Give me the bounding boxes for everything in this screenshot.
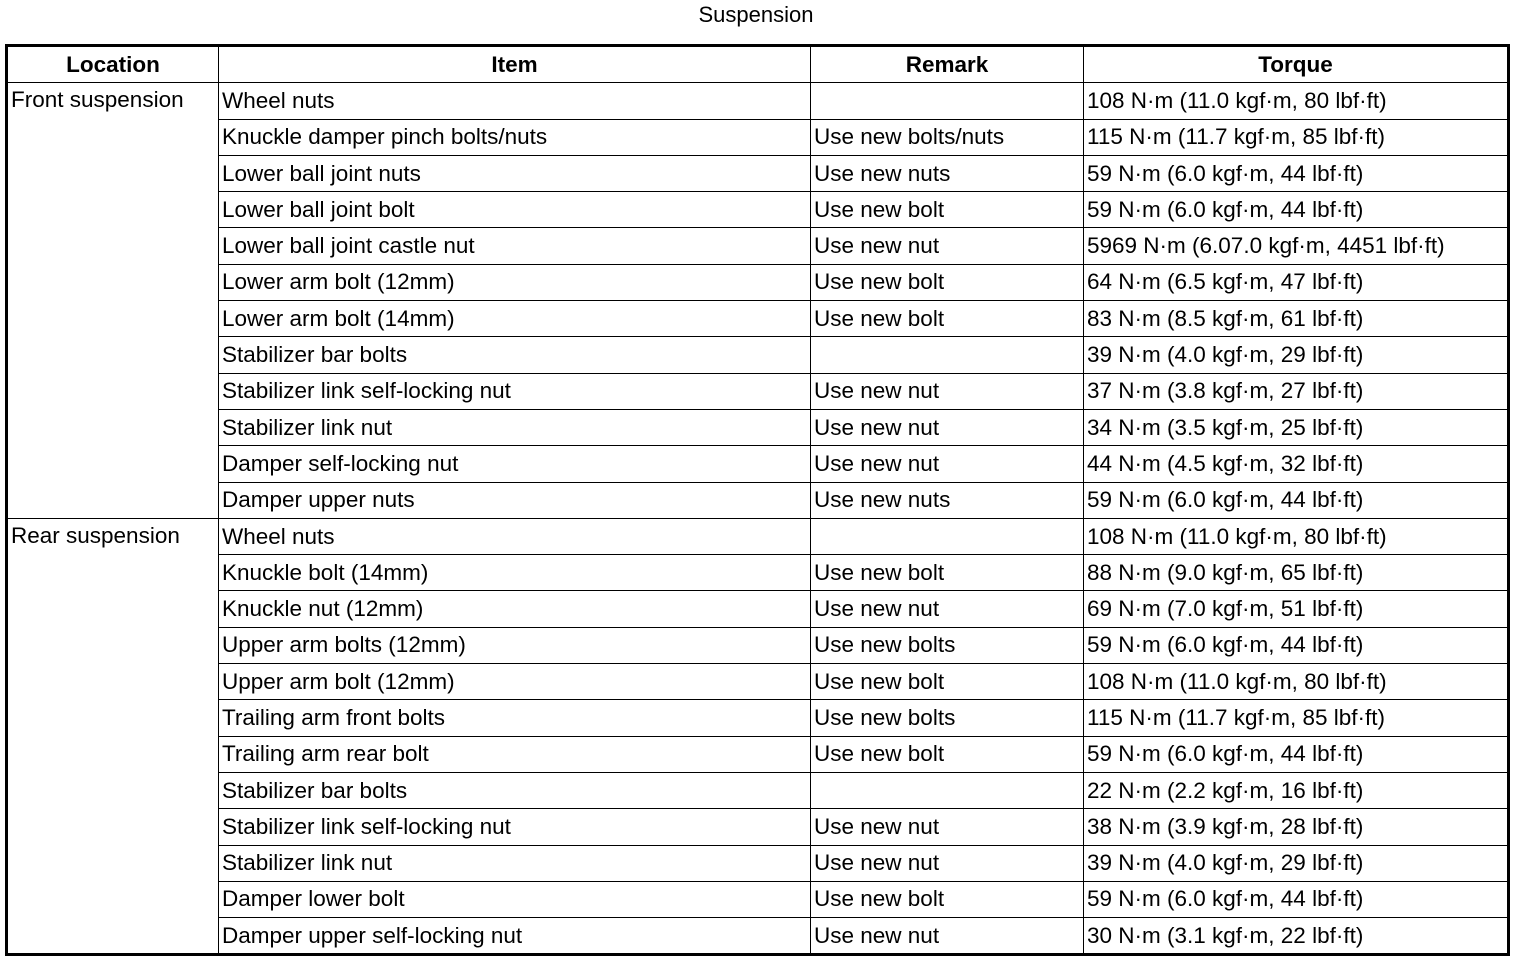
table-row — [7, 518, 1509, 554]
torque-cell: 83 N·m (8.5 kgf·m, 61 lbf·ft) — [1084, 301, 1509, 337]
item-cell: Damper self-locking nut — [219, 446, 811, 482]
item-cell: Lower ball joint nuts — [219, 155, 811, 191]
item-cell: Trailing arm front bolts — [219, 700, 811, 736]
page-title: Suspension — [698, 2, 814, 27]
header-torque: Torque — [1084, 46, 1509, 83]
torque-spec-table — [5, 44, 1510, 956]
remark-cell: Use new bolt — [811, 192, 1084, 228]
table-row — [7, 228, 1509, 264]
remark-cell: Use new nut — [811, 409, 1084, 445]
remark-cell: Use new nut — [811, 845, 1084, 881]
torque-cell: 59 N·m (6.0 kgf·m, 44 lbf·ft) — [1084, 881, 1509, 917]
table-body — [7, 83, 1509, 955]
table-row — [7, 119, 1509, 155]
remark-cell: Use new nut — [811, 591, 1084, 627]
torque-cell: 88 N·m (9.0 kgf·m, 65 lbf·ft) — [1084, 555, 1509, 591]
remark-cell — [811, 337, 1084, 373]
torque-cell: 108 N·m (11.0 kgf·m, 80 lbf·ft) — [1084, 518, 1509, 554]
torque-cell: 38 N·m (3.9 kgf·m, 28 lbf·ft) — [1084, 809, 1509, 845]
item-cell: Stabilizer link nut — [219, 845, 811, 881]
table-row — [7, 809, 1509, 845]
item-cell: Upper arm bolt (12mm) — [219, 664, 811, 700]
item-cell: Damper upper self-locking nut — [219, 918, 811, 955]
remark-cell: Use new bolts — [811, 700, 1084, 736]
item-cell: Trailing arm rear bolt — [219, 736, 811, 772]
torque-cell: 22 N·m (2.2 kgf·m, 16 lbf·ft) — [1084, 772, 1509, 808]
torque-cell: 39 N·m (4.0 kgf·m, 29 lbf·ft) — [1084, 845, 1509, 881]
torque-cell: 69 N·m (7.0 kgf·m, 51 lbf·ft) — [1084, 591, 1509, 627]
item-cell: Stabilizer link nut — [219, 409, 811, 445]
remark-cell — [811, 518, 1084, 554]
table-row — [7, 664, 1509, 700]
table-header — [7, 46, 1509, 83]
torque-cell: 64 N·m (6.5 kgf·m, 47 lbf·ft) — [1084, 264, 1509, 300]
remark-cell: Use new bolt — [811, 555, 1084, 591]
remark-cell: Use new nut — [811, 373, 1084, 409]
item-cell: Stabilizer link self-locking nut — [219, 373, 811, 409]
torque-cell: 39 N·m (4.0 kgf·m, 29 lbf·ft) — [1084, 337, 1509, 373]
torque-cell: 30 N·m (3.1 kgf·m, 22 lbf·ft) — [1084, 918, 1509, 955]
item-cell: Knuckle bolt (14mm) — [219, 555, 811, 591]
remark-cell: Use new bolts — [811, 627, 1084, 663]
remark-cell: Use new nuts — [811, 155, 1084, 191]
header-item: Item — [219, 46, 811, 83]
item-cell: Lower arm bolt (14mm) — [219, 301, 811, 337]
remark-cell: Use new bolt — [811, 736, 1084, 772]
table-row — [7, 772, 1509, 808]
torque-cell: 59 N·m (6.0 kgf·m, 44 lbf·ft) — [1084, 192, 1509, 228]
item-cell: Knuckle nut (12mm) — [219, 591, 811, 627]
item-cell: Damper upper nuts — [219, 482, 811, 518]
torque-cell: 44 N·m (4.5 kgf·m, 32 lbf·ft) — [1084, 446, 1509, 482]
torque-cell: 34 N·m (3.5 kgf·m, 25 lbf·ft) — [1084, 409, 1509, 445]
header-row — [7, 46, 1509, 83]
table-row — [7, 446, 1509, 482]
item-cell: Stabilizer bar bolts — [219, 772, 811, 808]
table-row — [7, 627, 1509, 663]
remark-cell: Use new nut — [811, 228, 1084, 264]
table-row — [7, 192, 1509, 228]
item-cell: Stabilizer link self-locking nut — [219, 809, 811, 845]
header-location: Location — [7, 46, 219, 83]
location-cell: Rear suspension — [7, 518, 219, 955]
remark-cell — [811, 772, 1084, 808]
torque-cell: 108 N·m (11.0 kgf·m, 80 lbf·ft) — [1084, 83, 1509, 119]
table-row — [7, 155, 1509, 191]
torque-cell: 59 N·m (6.0 kgf·m, 44 lbf·ft) — [1084, 482, 1509, 518]
remark-cell: Use new nuts — [811, 482, 1084, 518]
table-row — [7, 83, 1509, 119]
remark-cell: Use new nut — [811, 918, 1084, 955]
table-row — [7, 409, 1509, 445]
table-row — [7, 845, 1509, 881]
item-cell: Knuckle damper pinch bolts/nuts — [219, 119, 811, 155]
remark-cell — [811, 83, 1084, 119]
remark-cell: Use new bolt — [811, 301, 1084, 337]
table-row — [7, 918, 1509, 955]
item-cell: Wheel nuts — [219, 518, 811, 554]
table-row — [7, 736, 1509, 772]
table-row — [7, 591, 1509, 627]
torque-cell: 59 N·m (6.0 kgf·m, 44 lbf·ft) — [1084, 627, 1509, 663]
header-remark: Remark — [811, 46, 1084, 83]
torque-cell: 115 N·m (11.7 kgf·m, 85 lbf·ft) — [1084, 119, 1509, 155]
table-row — [7, 373, 1509, 409]
table-row — [7, 301, 1509, 337]
item-cell: Lower ball joint castle nut — [219, 228, 811, 264]
table-row — [7, 337, 1509, 373]
table-row — [7, 482, 1509, 518]
torque-cell: 108 N·m (11.0 kgf·m, 80 lbf·ft) — [1084, 664, 1509, 700]
torque-cell: 37 N·m (3.8 kgf·m, 27 lbf·ft) — [1084, 373, 1509, 409]
torque-cell: 59 N·m (6.0 kgf·m, 44 lbf·ft) — [1084, 155, 1509, 191]
table-row — [7, 264, 1509, 300]
item-cell: Stabilizer bar bolts — [219, 337, 811, 373]
torque-cell: 5969 N·m (6.07.0 kgf·m, 4451 lbf·ft) — [1084, 228, 1509, 264]
torque-cell: 115 N·m (11.7 kgf·m, 85 lbf·ft) — [1084, 700, 1509, 736]
torque-cell: 59 N·m (6.0 kgf·m, 44 lbf·ft) — [1084, 736, 1509, 772]
item-cell: Wheel nuts — [219, 83, 811, 119]
remark-cell: Use new bolt — [811, 881, 1084, 917]
remark-cell: Use new bolts/nuts — [811, 119, 1084, 155]
table-row — [7, 881, 1509, 917]
item-cell: Damper lower bolt — [219, 881, 811, 917]
table-row — [7, 555, 1509, 591]
remark-cell: Use new bolt — [811, 264, 1084, 300]
item-cell: Lower ball joint bolt — [219, 192, 811, 228]
remark-cell: Use new nut — [811, 809, 1084, 845]
location-cell: Front suspension — [7, 83, 219, 519]
item-cell: Lower arm bolt (12mm) — [219, 264, 811, 300]
table-row — [7, 700, 1509, 736]
remark-cell: Use new nut — [811, 446, 1084, 482]
item-cell: Upper arm bolts (12mm) — [219, 627, 811, 663]
remark-cell: Use new bolt — [811, 664, 1084, 700]
